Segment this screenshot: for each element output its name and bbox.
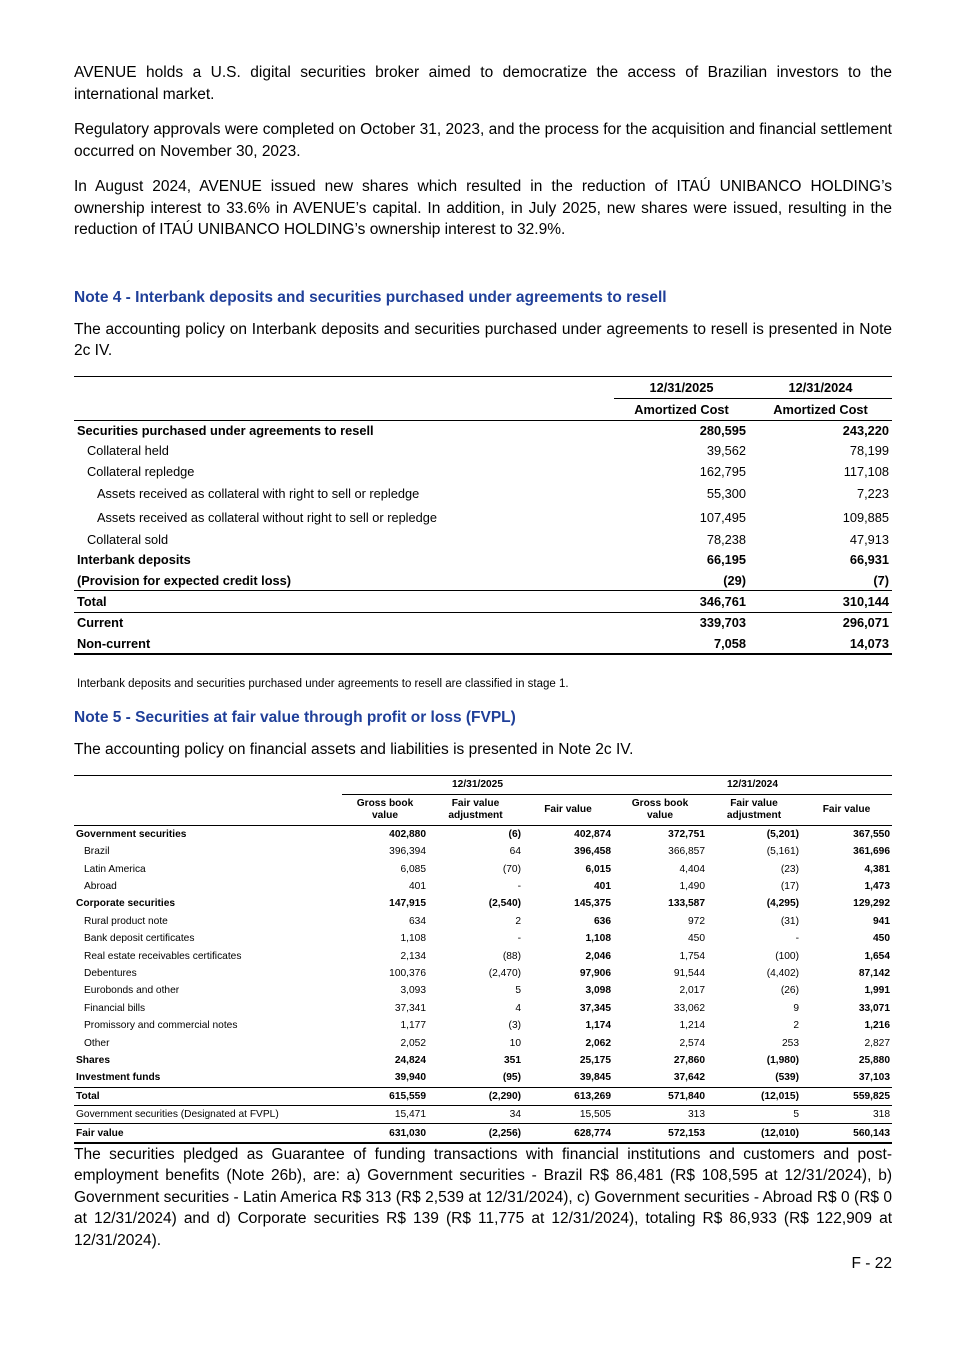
table-row: Government securities (Designated at FVPL) 15,471 34 15,505 313 5 318 — [74, 1105, 892, 1123]
note5-table-body — [74, 825, 892, 1143]
table-row: Current 339,703 296,071 — [74, 612, 892, 633]
col-gross-book-value: Gross book value — [342, 794, 428, 825]
note4-policy: The accounting policy on Interbank deposits and securities purchased under agreements to resell is presented in Note 2c IV. — [74, 320, 892, 359]
table-row: Collateral held 39,562 78,199 — [87, 443, 889, 459]
note5-date-2024: 12/31/2024 — [613, 775, 892, 794]
note4-date-2024: 12/31/2024 — [749, 376, 892, 398]
note5-policy: The accounting policy on financial assets and liabilities is presented in Note 2c IV. — [74, 741, 634, 759]
note4-footnote: Interbank deposits and securities purchased under agreements to resell are classified in stage 1. — [77, 678, 569, 691]
note5-table — [74, 775, 892, 1144]
table-row: Abroad 401 - 401 1,490 (17) 1,473 — [84, 881, 890, 893]
intro-paragraph-1: AVENUE holds a U.S. digital securities broker aimed to democratize the access of Brazilian investors to the international market. — [74, 64, 892, 103]
document-page — [74, 62, 892, 1265]
note4-date-2025: 12/31/2025 — [614, 376, 749, 398]
table-row: Assets received as collateral without right to sell or repledge 107,495 109,885 — [97, 509, 889, 525]
table-row: Debentures 100,376 (2,470) 97,906 91,544 (4,402) 87,142 — [84, 967, 890, 979]
col-fair-value: Fair value — [801, 794, 892, 825]
table-row: Collateral repledge 162,795 117,108 — [87, 463, 889, 479]
note4-title: Note 4 - Interbank deposits and securities purchased under agreements to resell — [74, 288, 667, 306]
note5-closing-paragraph: The securities pledged as Guarantee of funding transactions with financial institutions and customers and post-employment benefits (Note 26b), are: a) Government securities - Brazil R$ 86,481 (R$ 108,595 at 12/31/2024), b) Government securities - Latin America R$ 313 (R$ 2,539 at 12/31/2024), c) Government securities - Abroad R$ 0 (R$ 0 at 12/31/2024) and d) Corporate securities R$ 139 (R$ 11,775 at 12/31/2024), totaling R$ 86,933 (R$ 122,909 at 12/31/2024). — [74, 1145, 892, 1249]
col-fair-value: Fair value — [523, 794, 613, 825]
table-row: Financial bills 37,341 4 37,345 33,062 9 33,071 — [84, 1002, 890, 1014]
table-row: Bank deposit certificates 1,108 - 1,108 450 - 450 — [84, 933, 890, 945]
note5-date-2025: 12/31/2025 — [342, 775, 613, 794]
note4-header-cols — [74, 398, 892, 420]
note4-col-amortized-2025: Amortized Cost — [614, 398, 749, 420]
table-row: Interbank deposits 66,195 66,931 — [77, 552, 889, 568]
col-gross-book-value: Gross book value — [613, 794, 707, 825]
table-row: Government securities 402,880 (6) 402,874 372,751 (5,201) 367,550 — [76, 828, 890, 840]
table-row: Promissory and commercial notes 1,177 (3) 1,174 1,214 2 1,216 — [84, 1020, 890, 1032]
note4-col-amortized-2024: Amortized Cost — [749, 398, 892, 420]
table-row: Other 2,052 10 2,062 2,574 253 2,827 — [84, 1037, 890, 1049]
table-row: Corporate securities 147,915 (2,540) 145,375 133,587 (4,295) 129,292 — [76, 898, 890, 910]
note5-title: Note 5 - Securities at fair value through profit or loss (FVPL) — [74, 709, 516, 727]
table-row: Rural product note 634 2 636 972 (31) 941 — [84, 915, 890, 927]
table-row: (Provision for expected credit loss) (29) (7) — [77, 572, 889, 588]
table-row: Shares 24,824 351 25,175 27,860 (1,980) 25,880 — [76, 1054, 890, 1066]
col-fair-value-adjustment: Fair value adjustment — [707, 794, 801, 825]
table-row: Brazil 396,394 64 396,458 366,857 (5,161) 361,696 — [84, 846, 890, 858]
table-row: Real estate receivables certificates 2,134 (88) 2,046 1,754 (100) 1,654 — [84, 950, 890, 962]
table-row: Collateral sold 78,238 47,913 — [87, 532, 889, 548]
note5-header-dates — [74, 775, 892, 794]
table-row: Total 615,559 (2,290) 613,269 571,840 (12,015) 559,825 — [74, 1087, 892, 1105]
page-number: F - 22 — [851, 1255, 892, 1272]
table-row: Eurobonds and other 3,093 5 3,098 2,017 (26) 1,991 — [84, 985, 890, 997]
table-row: Securities purchased under agreements to resell 280,595 243,220 — [77, 423, 889, 439]
intro-paragraph-3: In August 2024, AVENUE issued new shares which resulted in the reduction of ITAÚ UNIBANCO HOLDING’s ownership interest to 33.6% in AVENUE’s capital. In addition, in July 2025, new shares were issued, resulting in the reduction of ITAÚ UNIBANCO HOLDING’s ownership interest to 32.9%. — [74, 178, 892, 238]
intro-paragraph-2: Regulatory approvals were completed on October 31, 2023, and the process for the acquisition and financial settlement occurred on November 30, 2023. — [74, 121, 892, 160]
col-fair-value-adjustment: Fair value adjustment — [428, 794, 523, 825]
table-row: Assets received as collateral with right to sell or repledge 55,300 7,223 — [97, 485, 889, 501]
table-row: Investment funds 39,940 (95) 39,845 37,642 (539) 37,103 — [76, 1072, 890, 1084]
note4-table — [74, 376, 892, 656]
table-row: Non-current 7,058 14,073 — [74, 633, 892, 654]
note5-header-cols — [74, 794, 892, 825]
note4-header-dates — [74, 376, 892, 398]
table-row: Latin America 6,085 (70) 6,015 4,404 (23) 4,381 — [84, 863, 890, 875]
table-row: Fair value 631,030 (2,256) 628,774 572,153 (12,010) 560,143 — [74, 1124, 892, 1143]
table-row-total: Total 346,761 310,144 — [74, 591, 892, 612]
